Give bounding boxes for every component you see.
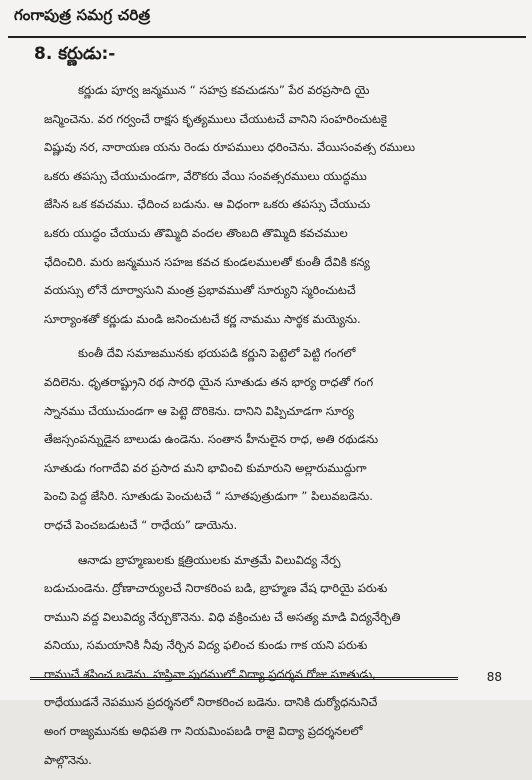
text-line: పాల్గొనెను.: [44, 752, 92, 767]
text-line: ఆనాడు బ్రాహ్మణులకు క్షత్రియులకు మాత్రమే విలువిద్య నేర్ప: [78, 552, 341, 567]
text-line: బడుచుండెను. ద్రోణాచార్యులచే నిరాకరింప బడి, బ్రాహ్మణ వేష ధారియై పరుశు: [44, 581, 388, 596]
text-line: పెంచి పెద్ద జేసిరి. సూతుడు పెంచుటచే “ సూతపుత్రుడుగా ” పిలువబడెను.: [44, 489, 373, 504]
paragraph-1: [44, 76, 506, 333]
page-number: 88: [486, 670, 502, 684]
text-line: ఒకరు యుద్ధం చేయుచు తొమ్మిది వందల తొంబది తొమ్మిది కవచముల: [44, 225, 348, 240]
text-line: వయస్సు లోనే దూర్వాసుని మంత్ర ప్రభావముతో సూర్యుని స్మరించుటచే: [44, 283, 356, 298]
text-line: సూతుడు గంగాదేవి వర ప్రసాద మని భావించి కుమారుని అల్లారుముద్దుగా: [44, 460, 367, 475]
text-line: తేజస్సంపన్నుడైన బాలుడు ఉండెను. సంతాన హీనులైన రాధ, అతి రథుడను: [44, 432, 379, 447]
text-line: స్నానము చేయుచుండగా ఆ పెట్టె దొరికెను. దానిని విప్పిచూడగా సూర్య: [44, 403, 354, 418]
text-line: అంగ రాజ్యమునకు అధిపతి గా నియమింపబడి రాజై విద్యా ప్రదర్శనలలో: [44, 724, 363, 739]
text-line: రాధచే పెంచబడుటచే “ రాధేయ” డాయెను.: [44, 517, 238, 532]
body-text: [44, 76, 506, 780]
running-header: గంగాపుత్ర సమగ్ర చరిత్ర: [14, 6, 151, 24]
section-title: 8. కర్ణుడు:-: [34, 44, 116, 64]
text-line: వనియు, సమయానికి నీవు నేర్చిన విద్య ఫలించ కుండు గాక యని పరుశు: [44, 638, 368, 653]
text-line: కుంతీ దేవి సమాజమునకు భయపడి కర్ణుని పెట్టెలో పెట్టి గంగలో: [78, 346, 356, 361]
paragraph-2: [44, 339, 506, 539]
header-rule: [8, 36, 526, 38]
text-line: జేసిన ఒక కవచము. ఛేదించ బడును. ఆ విధంగా ఒకరు తపస్సు చేయుచు: [44, 197, 371, 212]
text-line: ఒకరు తపస్సు చేయుచుండగా, వేరొకరు వేయి సంవత్సరములు యుద్ధము: [44, 168, 367, 183]
footer-rule: [30, 677, 458, 680]
text-line: ఛేదించిరి. మరు జన్మమున సహజ కవచ కుండలములతో కుంతీ దేవికి కన్య: [44, 254, 370, 269]
text-line: రాముచే శపించ బడెను. హస్తినా పురములో విద్యా ప్రదర్శన రోజు సూతుడు,: [44, 666, 376, 681]
text-line: రాముని వద్ద విలువిద్య నేర్చుకొనెను. విధి వక్రించుట చే అసత్య మాడి విద్యనేర్చితి: [44, 609, 401, 624]
text-line: రాధేయుడనే నెపమున ప్రదర్శనలో నిరాకరించ బడెను. దానికి దుర్యోధనునిచే: [44, 695, 378, 710]
text-line: జన్మించెను. వర గర్వంచే రాక్షస కృత్యములు చేయుటచే వానిని సంహరించుటకై: [44, 111, 387, 126]
text-line: వదిలెను. ధృతరాష్ట్రుని రథ సారధి యైన సూతుడు తన భార్య రాధతో గంగ: [44, 374, 374, 389]
text-line: విష్ణువు నర, నారాయణ యను రెండు రూపములు ధరించెను. వేయిసంవత్స రములు: [44, 140, 415, 155]
paragraph-3: [44, 546, 506, 775]
text-line: కర్ణుడు పూర్వ జన్మమున “ సహస్ర కవచుడను” పేర వరప్రసాది యై: [78, 83, 370, 97]
text-line: సూర్యాంశతో కర్ణుడు మండి జనించుటచే కర్ణ నామము సార్థక మయ్యెను.: [44, 311, 361, 326]
